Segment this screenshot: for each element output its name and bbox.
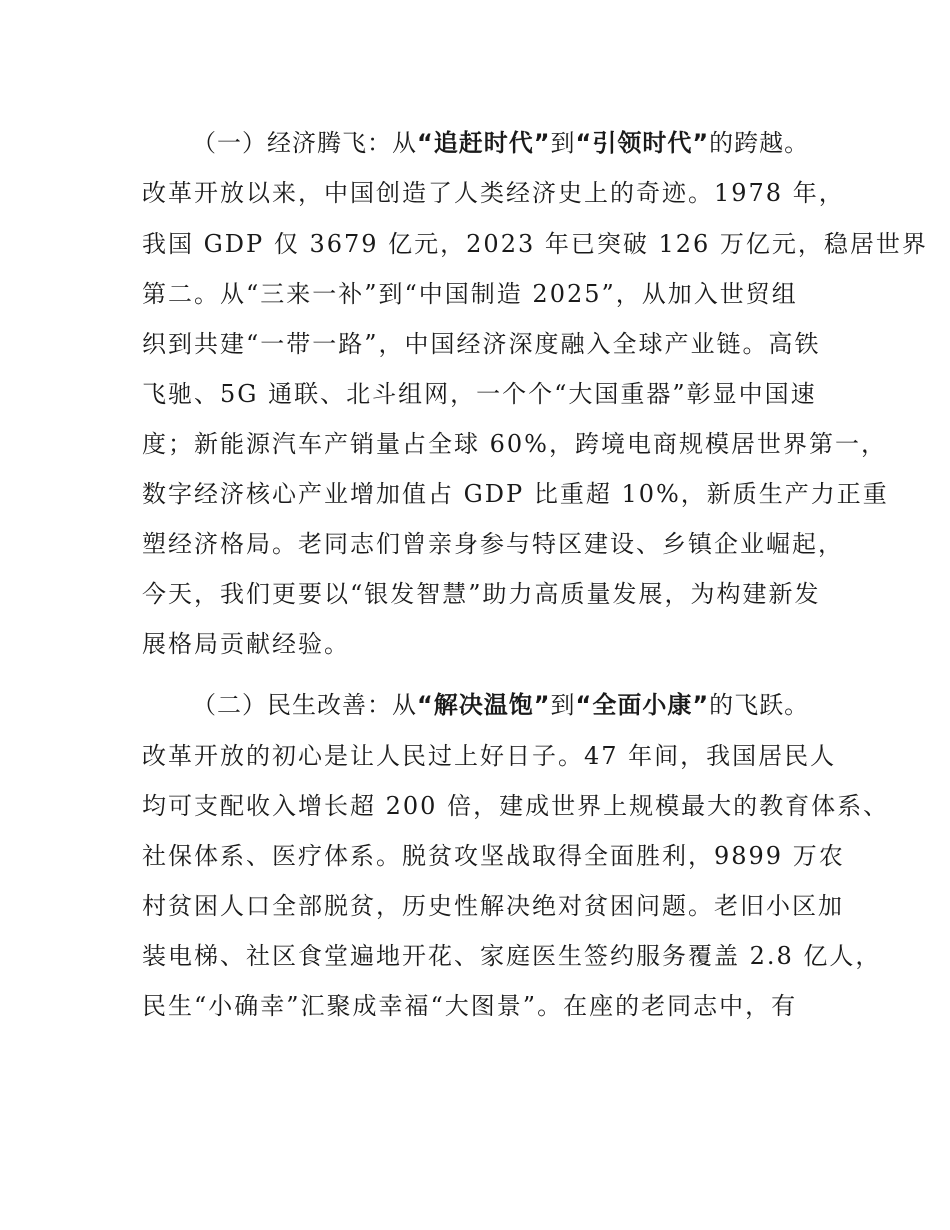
- paragraph-line: 织到共建“一带一路”，中国经济深度融入全球产业链。高铁: [142, 330, 821, 358]
- paragraph-line: 数字经济核心产业增加值占 GDP 比重超 10%，新质生产力正重: [142, 480, 889, 508]
- heading-prefix: （二）民生改善：从: [192, 691, 417, 719]
- section-heading: [192, 690, 809, 720]
- paragraph-line: 社保体系、医疗体系。脱贫攻坚战取得全面胜利，9899 万农: [142, 842, 845, 870]
- paragraph-line: 村贫困人口全部脱贫，历史性解决绝对贫困问题。老旧小区加: [142, 892, 844, 920]
- heading-middle: 到: [550, 129, 576, 157]
- heading-middle: 到: [550, 691, 576, 719]
- paragraph-line: 飞驰、5G 通联、北斗组网，一个个“大国重器”彰显中国速: [142, 380, 817, 408]
- paragraph-line: 塑经济格局。老同志们曾亲身参与特区建设、乡镇企业崛起，: [142, 530, 844, 558]
- heading-quote-2: “全面小康”: [575, 691, 710, 719]
- heading-quote-1: “解决温饱”: [417, 691, 551, 719]
- heading-quote-1: “追赶时代”: [417, 129, 551, 157]
- heading-suffix: 的跨越。: [709, 129, 810, 157]
- paragraph-line: 均可支配收入增长超 200 倍，建成世界上规模最大的教育体系、: [142, 792, 890, 820]
- paragraph-line: 第二。从“三来一补”到“中国制造 2025”，从加入世贸组: [142, 280, 798, 308]
- paragraph-line: 今天，我们更要以“银发智慧”助力高质量发展，为构建新发: [142, 580, 821, 608]
- heading-prefix: （一）经济腾飞：从: [192, 129, 417, 157]
- paragraph-line: 改革开放的初心是让人民过上好日子。47 年间，我国居民人: [142, 742, 837, 770]
- paragraph-line: 民生“小确幸”汇聚成幸福“大图景”。在座的老同志中，有: [142, 992, 798, 1020]
- paragraph-line: 度；新能源汽车产销量占全球 60%，跨境电商规模居世界第一，: [142, 430, 887, 458]
- heading-suffix: 的飞跃。: [709, 691, 810, 719]
- paragraph-line: 装电梯、社区食堂遍地开花、家庭医生签约服务覆盖 2.8 亿人，: [142, 942, 882, 970]
- paragraph-line: 展格局贡献经验。: [142, 630, 350, 658]
- paragraph-line: 我国 GDP 仅 3679 亿元，2023 年已突破 126 万亿元，稳居世界: [142, 230, 928, 258]
- heading-quote-2: “引领时代”: [575, 129, 710, 157]
- paragraph-line: 改革开放以来，中国创造了人类经济史上的奇迹。1978 年，: [142, 179, 845, 207]
- section-heading: [192, 128, 809, 158]
